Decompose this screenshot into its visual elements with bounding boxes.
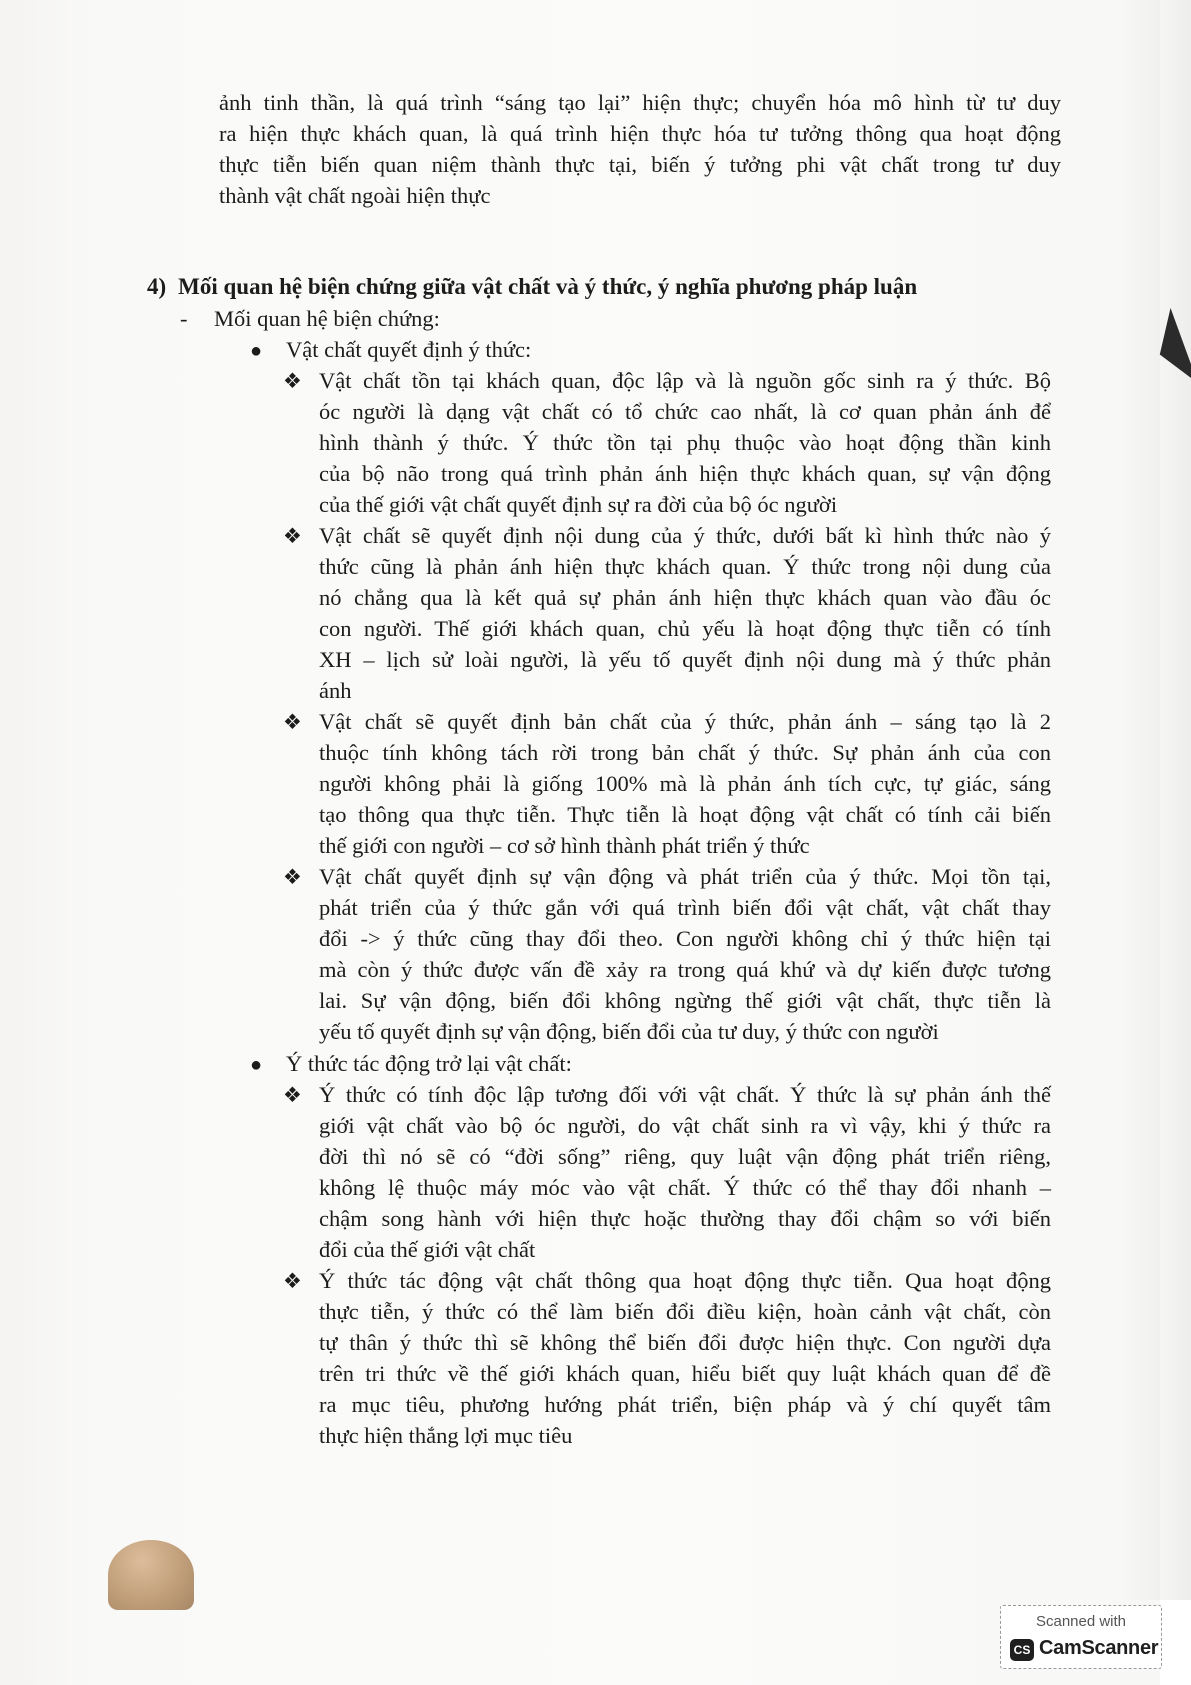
point-line: thức cũng là phản ánh hiện thực khách quan. Ý thức trong nội dung của (319, 554, 1051, 579)
intro-line: ra hiện thực khách quan, là quá trình hiện thực hóa tư tưởng thông qua hoạt động (219, 121, 1061, 146)
dash-item (180, 304, 440, 335)
point-line: đổi của thế giới vật chất (319, 1237, 536, 1262)
bullet-dot: ● (250, 1054, 263, 1076)
diamond-bullet-icon: ❖ (283, 710, 302, 734)
point-line: óc người là dạng vật chất có tổ chức cao nhất, là cơ quan phản ánh để (319, 399, 1051, 424)
point-line: chậm song hành với hiện thực hoặc thường thay đổi chậm so với biến (319, 1206, 1051, 1231)
point-line: yếu tố quyết định sự vận động, biến đổi của tư duy, ý thức con người (319, 1019, 939, 1044)
finger-thumb (108, 1540, 194, 1610)
point-line: thuộc tính không tách rời trong bản chất ý thức. Sự phản ánh của con (319, 740, 1051, 765)
bullet-label: Vật chất quyết định ý thức: (286, 337, 532, 362)
point-line: tự thân ý thức thì sẽ không thể biến đổi được hiện thực. Con người dựa (319, 1330, 1051, 1355)
point-line: phát triển của ý thức gắn với quá trình biến đổi vật chất, vật chất thay (319, 895, 1051, 920)
diamond-bullet-icon: ❖ (283, 524, 302, 548)
intro-line: thành vật chất ngoài hiện thực (219, 183, 491, 208)
point-line: Vật chất sẽ quyết định nội dung của ý thức, dưới bất kì hình thức nào ý (319, 523, 1051, 548)
point-line: nó chẳng qua là kết quả sự phản ánh hiện thực khách quan vào đầu óc (319, 585, 1051, 610)
bullet-label: Ý thức tác động trở lại vật chất: (286, 1051, 572, 1076)
point-line: Vật chất sẽ quyết định bản chất của ý thức, phản ánh – sáng tạo là 2 (319, 709, 1051, 734)
point-line: đời thì nó sẽ có “đời sống” riêng, quy luật vận động phát triển riêng, (319, 1144, 1051, 1169)
section-title: Mối quan hệ biện chứng giữa vật chất và ý thức, ý nghĩa phương pháp luận (178, 274, 918, 299)
watermark-caption: Scanned with (1035, 1613, 1127, 1630)
point-line: Ý thức tác động vật chất thông qua hoạt động thực tiễn. Qua hoạt động (319, 1268, 1051, 1293)
point-line: của bộ não trong quá trình phản ánh hiện thực khách quan, sự vận động (319, 461, 1051, 486)
dash-label: Mối quan hệ biện chứng: (214, 306, 440, 331)
point-line: của thế giới vật chất quyết định sự ra đời của bộ óc người (319, 492, 838, 517)
dash-mark: - (180, 306, 188, 331)
point-line: không lệ thuộc máy móc vào vật chất. Ý thức có thể thay đổi nhanh – (319, 1175, 1051, 1200)
watermark-brand: CamScanner (1039, 1637, 1159, 1659)
point-line: ra mục tiêu, phương hướng phát triển, biện pháp và ý chí quyết tâm (319, 1392, 1051, 1417)
point-line: đổi -> ý thức cũng thay đổi theo. Con người không chỉ ý thức hiện tại (319, 926, 1051, 951)
bullet-dot: ● (250, 340, 263, 362)
point-line: hình thành ý thức. Ý thức tồn tại phụ thuộc vào hoạt động thần kinh (319, 430, 1051, 455)
point-line: trên tri thức về thế giới khách quan, hiểu biết quy luật khách quan để đề (319, 1361, 1051, 1386)
point-line: thực tiễn, ý thức có thể làm biến đổi điều kiện, hoàn cảnh vật chất, còn (319, 1299, 1051, 1324)
point-line: lai. Sự vận động, biến đổi không ngừng thế giới vật chất, thực tiễn là (319, 988, 1051, 1013)
point-line: thế giới con người – cơ sở hình thành phát triển ý thức (319, 833, 810, 858)
point-line: XH – lịch sử loài người, là yếu tố quyết định nội dung mà ý thức phản (319, 647, 1051, 672)
point-line: Vật chất tồn tại khách quan, độc lập và là nguồn gốc sinh ra ý thức. Bộ (319, 368, 1051, 393)
point-line: mà còn ý thức được vấn đề xảy ra trong quá khứ và dự kiến được tương (319, 957, 1051, 982)
point-line: con người. Thế giới khách quan, chủ yếu là hoạt động thực tiễn có tính (319, 616, 1051, 641)
bullet-item (250, 1049, 572, 1081)
point-line: người không phải là giống 100% mà là phản ánh tích cực, tự giác, sáng (319, 771, 1051, 796)
diamond-bullet-icon: ❖ (283, 1083, 302, 1107)
diamond-bullet-icon: ❖ (283, 1269, 302, 1293)
point-line: Ý thức có tính độc lập tương đối với vật chất. Ý thức là sự phản ánh thế (319, 1082, 1051, 1107)
bullet-item (250, 335, 531, 367)
point-line: Vật chất quyết định sự vận động và phát triển của ý thức. Mọi tồn tại, (319, 864, 1051, 889)
point-line: tạo thông qua thực tiễn. Thực tiễn là hoạt động vật chất có tính cải biến (319, 802, 1051, 827)
point-line: giới vật chất vào bộ óc người, do vật chất sinh ra vì vậy, khi ý thức ra (319, 1113, 1051, 1138)
section-heading (147, 272, 917, 303)
section-number: 4) (147, 274, 167, 299)
diamond-bullet-icon: ❖ (283, 369, 302, 393)
intro-line: ảnh tinh thần, là quá trình “sáng tạo lại” hiện thực; chuyển hóa mô hình từ tư duy (219, 90, 1061, 115)
intro-line: thực tiễn biến quan niệm thành thực tại, biến ý tưởng phi vật chất trong tư duy (219, 152, 1061, 177)
point-line: ánh (319, 678, 352, 703)
camscanner-logo-icon: CS (1010, 1639, 1034, 1661)
page-edge-shadow (1121, 0, 1191, 1600)
camscanner-watermark (1000, 1605, 1162, 1669)
diamond-bullet-icon: ❖ (283, 865, 302, 889)
point-line: thực hiện thắng lợi mục tiêu (319, 1423, 573, 1448)
